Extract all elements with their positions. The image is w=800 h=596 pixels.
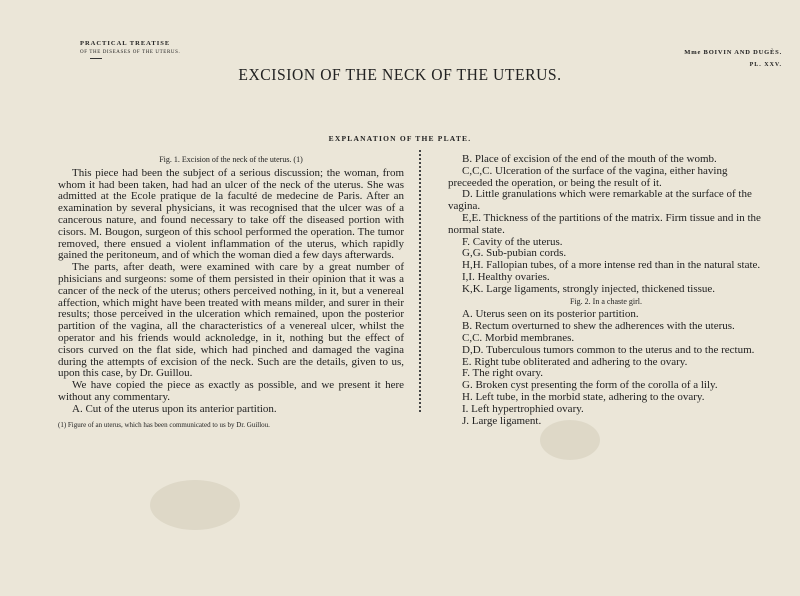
figure-1-legend	[438, 154, 774, 296]
figure-1-caption: Fig. 1. Excision of the neck of the uterus. (1)	[159, 155, 303, 164]
legend-item: E,E. Thickness of the partitions of the matrix. Firm tissue and in the normal state.	[448, 211, 761, 236]
legend-item: I. Left hypertrophied ovary.	[462, 402, 584, 415]
running-header-left	[80, 40, 180, 59]
footnote: (1) Figure of an uterus, which has been communicated to us by Dr. Guillou.	[58, 420, 270, 429]
header-book-subtitle: OF THE DISEASES OF THE UTERUS.	[80, 50, 181, 55]
legend-item: A. Cut of the uterus upon its anterior partition.	[72, 402, 277, 415]
legend-item: C,C. Morbid membranes.	[462, 331, 575, 344]
legend-item: F. Cavity of the uterus.	[462, 235, 563, 248]
left-column	[58, 154, 404, 431]
header-book-title: PRACTICAL TREATISE	[80, 40, 171, 47]
header-authors: Mme BOIVIN AND DUGÈS.	[684, 49, 782, 56]
legend-item: D. Little granulations which were remarkable at the surface of the vagina.	[448, 188, 752, 213]
legend-item: A. Uterus seen on its posterior partition.	[462, 308, 639, 321]
plate-number: PL. XXV.	[749, 62, 782, 68]
legend-item: G. Broken cyst presenting the form of the corolla of a lily.	[462, 379, 718, 392]
column-divider	[419, 150, 421, 412]
legend-item: H,H. Fallopian tubes, of a more intense red than in the natural state.	[462, 259, 761, 272]
legend-item: H. Left tube, in the morbid state, adhering to the ovary.	[462, 390, 705, 403]
header-rule	[90, 58, 102, 59]
section-heading: EXPLANATION OF THE PLATE.	[328, 134, 472, 143]
legend-item: C,C,C. Ulceration of the surface of the vagina, either having preceeded the operation, or being the result of it.	[448, 164, 728, 189]
paper-stain	[150, 480, 240, 530]
legend-item: G,G. Sub-pubian cords.	[462, 247, 567, 260]
legend-item: B. Rectum overturned to shew the adherences with the uterus.	[462, 320, 735, 333]
page-title: EXCISION OF THE NECK OF THE UTERUS.	[238, 65, 562, 84]
legend-item: F. The right ovary.	[462, 367, 543, 380]
right-column	[438, 154, 774, 427]
legend-item: E. Right tube obliterated and adhering to the ovary.	[462, 355, 688, 368]
legend-item: J. Large ligament.	[462, 414, 542, 427]
figure-2-legend	[438, 309, 774, 427]
paragraph: This piece had been the subject of a serious discussion; the woman, from whom it had been taken, had had an ulcer of the neck of the uterus. She was admitted at the Ecole pratique de la faculté de medecine de Paris. After an examination by several physicians, it was recognised that the ulcer was of a cancerous nature, and found necessary to take off the diseased portion with cisors. M. Bougon, surgeon of this school performed the operation. The tumor removed, there ensued a violent inflammation of the uterus, which rapidly gained the peritoneum, and of which the woman died a few days afterwards.	[58, 166, 404, 262]
paragraph: The parts, after death, were examined with care by a great number of phisicians and surgeons: some of them persisted in their opinion that it was a cancer of the neck of the uterus; others perceived nothing, in it, but a venereal affection, which might have been treated with means milder, and surer in their results; those perceived in the ulceration which remained, upon the posterior partition of the vagina, all the characteristics of a venereal ulcer, whilst the operator and his friends would acknoledge, in it, nothing but the effect of cisors curved on the flat side, which had pinched and damaged the vagina during the attempts of excision of the neck. Such are the details, given to us, upon this case, by Dr. Guillou.	[58, 261, 404, 380]
legend-item: I,I. Healthy ovaries.	[462, 270, 550, 283]
legend-item: K,K. Large ligaments, strongly injected, thickened tissue.	[462, 282, 716, 295]
legend-item: D,D. Tuberculous tumors common to the uterus and to the rectum.	[462, 343, 755, 356]
legend-item: B. Place of excision of the end of the mouth of the womb.	[462, 153, 717, 165]
figure-2-caption: Fig. 2. In a chaste girl.	[570, 296, 642, 306]
paragraph: We have copied the piece as exactly as possible, and we present it here without any commentary.	[58, 379, 404, 403]
